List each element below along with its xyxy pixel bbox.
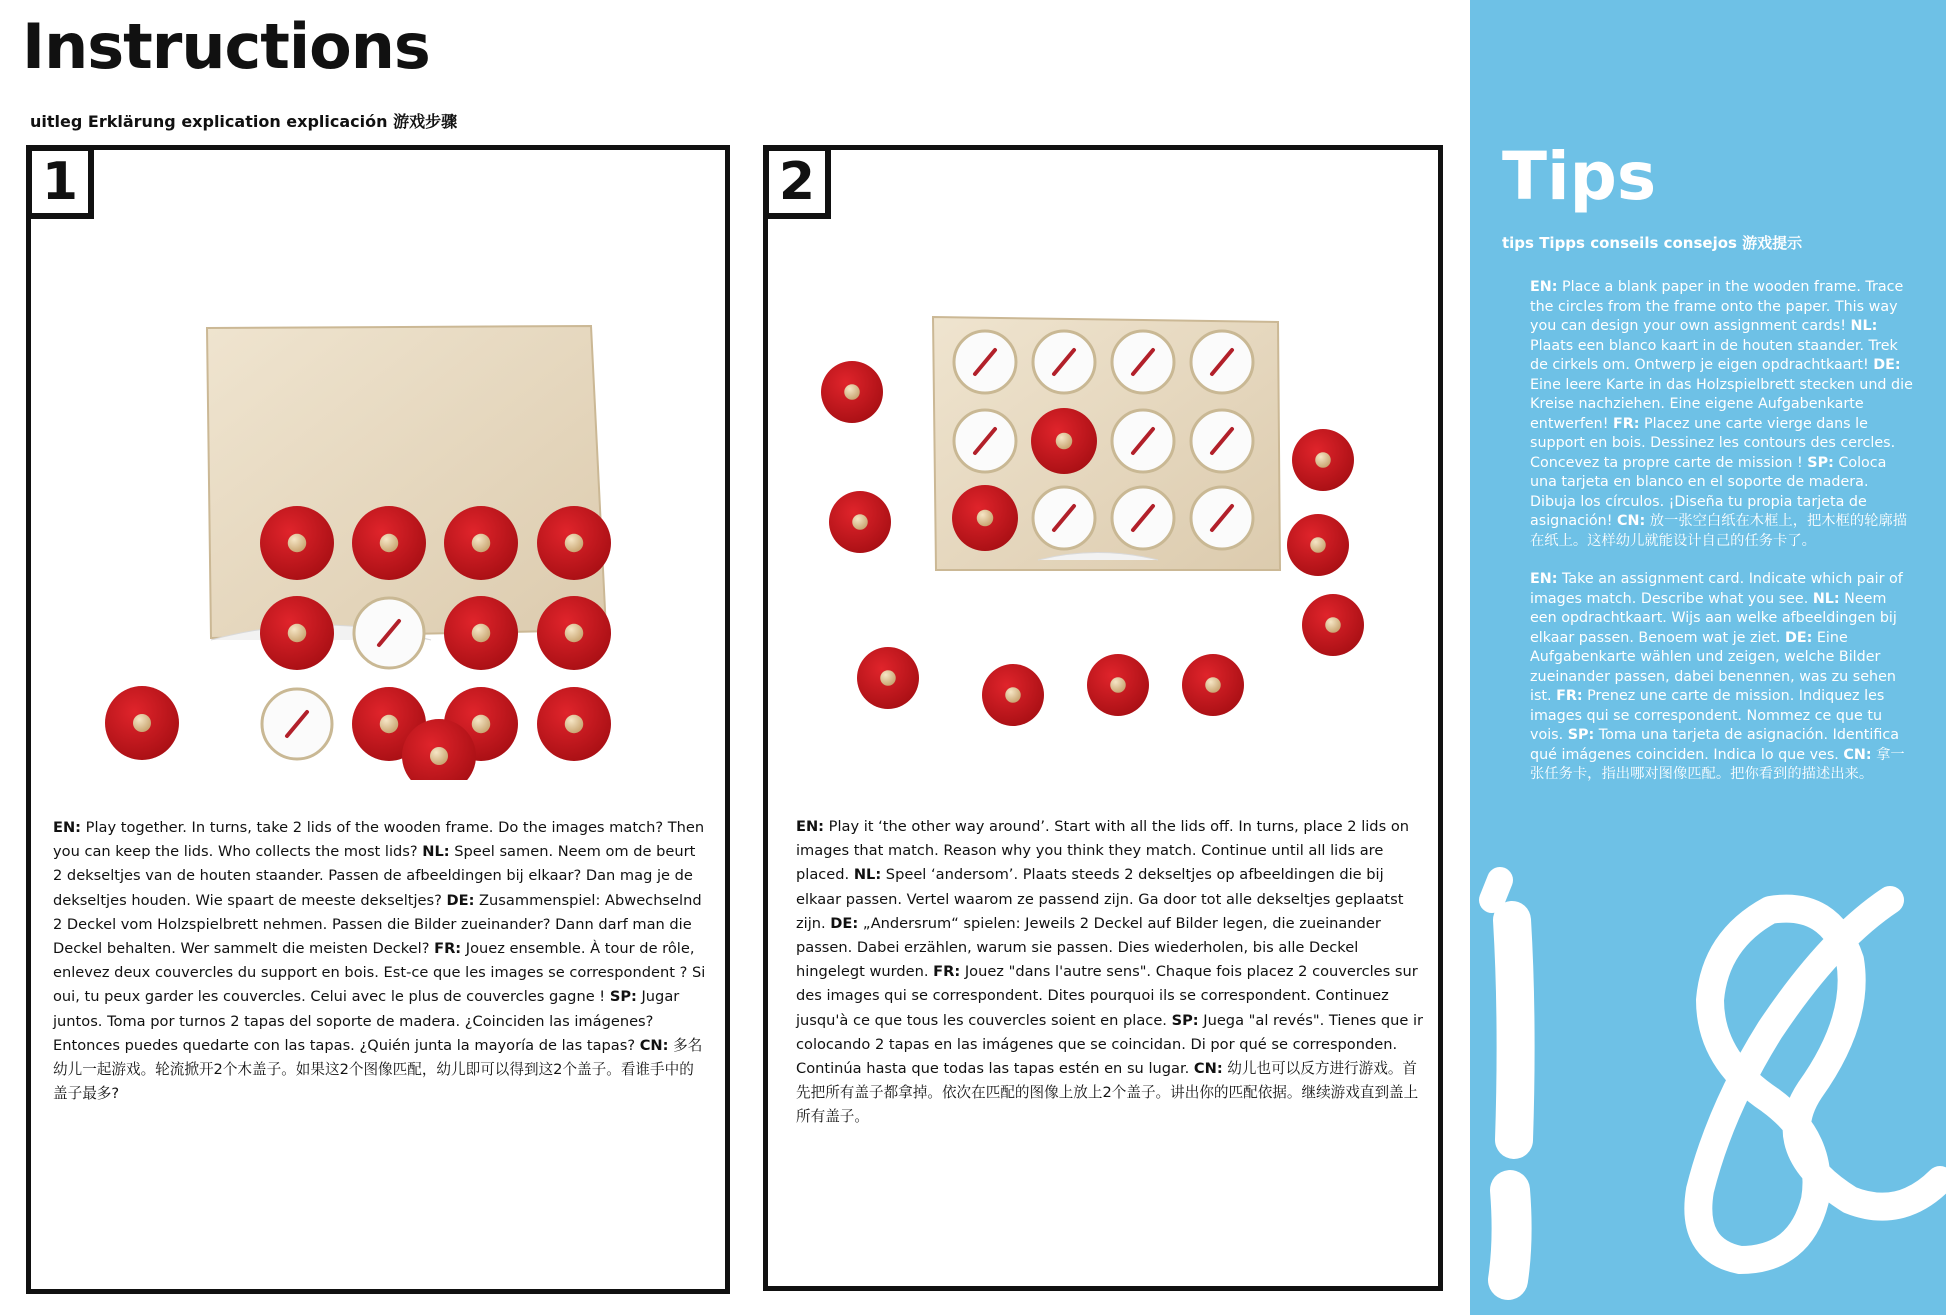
red-lid xyxy=(537,596,611,670)
image-hole xyxy=(1112,331,1174,393)
lang-label-cn: CN: xyxy=(1843,746,1872,763)
image-hole xyxy=(1033,487,1095,549)
lang-label-nl: NL: xyxy=(1812,590,1840,607)
page-title: Instructions xyxy=(22,10,430,83)
text-fr: Placez une carte vierge dans le support en bois. Dessinez les contours des cercles. Concevez ta propre carte de mission ! xyxy=(1530,415,1896,471)
lang-label-en: EN: xyxy=(1530,279,1558,295)
image-hole xyxy=(354,598,424,668)
lang-label-fr: FR: xyxy=(1556,688,1583,704)
text-sp: Coloca una tarjeta en blanco en el soporte de madera. Dibuja los círculos. ¡Diseña tu propia tarjeta de asignación! xyxy=(1530,454,1887,529)
lang-label-de: DE: xyxy=(446,891,475,909)
text-en: Take an assignment card. Indicate which pair of images match. Describe what you see. xyxy=(1530,571,1903,607)
red-lid xyxy=(857,647,919,709)
text-fr: Jouez "dans l'autre sens". Chaque fois placez 2 couvercles sur des images qui se correspondent. Dites pourquoi ils se correspondent. Continuez jusqu'à ce que tous les couvercles soient en place. xyxy=(796,963,1418,1029)
red-lid xyxy=(444,506,518,580)
text-en: Play it ‘the other way around’. Start with all the lids off. In turns, place 2 lids on images that match. Reason why you think they match. Continue until all lids are placed. xyxy=(796,818,1409,884)
text-en: Play together. In turns, take 2 lids of the wooden frame. Do the images match? Then you can keep the lids. Who collects the most lids? xyxy=(53,819,705,861)
lang-label-cn: CN: xyxy=(639,1036,669,1054)
lang-label-en: EN: xyxy=(53,819,82,836)
text-de: Zusammenspiel: Abwechselnd 2 Deckel vom Holzspielbrett nehmen. Passen die Bilder zueinander? Dann darf man die Deckel behalten. Wer sammelt die meisten Deckel? xyxy=(53,891,702,958)
image-hole xyxy=(954,331,1016,393)
text-sp: Toma una tarjeta de asignación. Identifica qué imágenes coinciden. Indica lo que ves. xyxy=(1530,727,1899,763)
image-hole xyxy=(1191,331,1253,393)
tips-paragraph-2 xyxy=(1530,570,1915,785)
red-lid xyxy=(444,596,518,670)
image-hole xyxy=(1033,331,1095,393)
text-cn: 多名幼儿一起游戏。轮流掀开2个木盖子。如果这2个图像匹配，幼儿即可以得到这2个盖子。看谁手中的盖子最多? xyxy=(53,1036,703,1103)
red-lid xyxy=(952,485,1018,551)
lang-label-de: DE: xyxy=(1873,357,1901,373)
text-de: Eine Aufgabenkarte wählen und zeigen, welche Bilder zueinander passen, dabei benennen, was zu sehen ist. xyxy=(1530,629,1896,704)
lang-label-nl: NL: xyxy=(1850,318,1878,334)
lang-label-cn: CN: xyxy=(1193,1060,1223,1078)
text-nl: Speel samen. Neem om de beurt 2 dekseltjes van de houten staander. Passen de afbeeldingen bij elkaar? Dan mag je de dekseltjes houden. Wie spaart de meeste dekseltjes? xyxy=(53,843,696,909)
card-2-description xyxy=(796,815,1426,1130)
text-nl: Neem een opdrachtkaart. Wijs aan welke afbeeldingen bij elkaar passen. Benoem wat je ziet. xyxy=(1530,590,1897,646)
lang-label-sp: SP: xyxy=(609,988,637,1006)
lang-label-de: DE: xyxy=(830,914,859,932)
red-lid xyxy=(352,506,426,580)
lang-label-fr: FR: xyxy=(1613,415,1640,432)
text-de: Eine leere Karte in das Holzspielbrett stecken und die Kreise nachziehen. Eine eigene Aufgabenkarte entwerfen! xyxy=(1530,376,1913,432)
lang-label-nl: NL: xyxy=(422,843,450,861)
lang-label-sp: SP: xyxy=(1567,727,1595,743)
text-fr: Jouez ensemble. À tour de rôle, enlevez deux couvercles du support en bois. Est-ce que les images se correspondent ? Si oui, tu peux garder les couvercles. Celui avec le plus de couvercles gagne ! xyxy=(53,940,706,1006)
step-number-badge: 2 xyxy=(763,145,831,219)
instruction-card-1 xyxy=(26,145,730,1294)
memory-board-photo-1 xyxy=(31,310,731,780)
red-lid xyxy=(829,491,891,553)
red-lid xyxy=(1182,654,1244,716)
tips-panel xyxy=(1470,0,1946,1315)
text-de: „Andersrum“ spielen: Jeweils 2 Deckel auf Bilder legen, die zueinander passen. Dabei erzählen, warum sie passen. Dies wiederholen, bis alle Deckel hingelegt wurden. xyxy=(796,914,1381,981)
red-lid xyxy=(537,687,611,761)
red-lid xyxy=(260,596,334,670)
card-2-paragraph xyxy=(796,815,1426,1130)
text-cn: 拿一张任务卡，指出哪对图像匹配。把你看到的描述出来。 xyxy=(1530,746,1905,782)
red-lid xyxy=(260,506,334,580)
brush-number-18-decoration xyxy=(1470,860,1946,1315)
tips-paragraph-1 xyxy=(1530,278,1915,551)
instruction-card-2 xyxy=(763,145,1443,1291)
card-1-paragraph xyxy=(53,816,708,1106)
card-1-description xyxy=(53,816,708,1106)
text-sp: Jugar juntos. Toma por turnos 2 tapas del soporte de madera. ¿Coinciden las imágenes? Entonces puedes quedarte con las tapas. ¿Quién junta la mayoría de las tapas? xyxy=(53,988,680,1054)
image-hole xyxy=(262,689,332,759)
text-cn: 放一张空白纸在木框上，把木框的轮廓描在纸上。这样幼儿就能设计自己的任务卡了。 xyxy=(1530,513,1908,549)
lang-label-nl: NL: xyxy=(853,866,882,884)
red-lid xyxy=(1087,654,1149,716)
text-nl: Plaats een blanco kaart in de houten staander. Trek de cirkels om. Ontwerp je eigen opdrachtkaart! xyxy=(1530,337,1898,373)
text-en: Place a blank paper in the wooden frame. Trace the circles from the frame onto the paper. This way you can design your own assignment cards! xyxy=(1530,279,1904,334)
lang-label-en: EN: xyxy=(796,818,825,835)
lang-label-fr: FR: xyxy=(434,940,462,958)
red-lid xyxy=(1031,408,1097,474)
text-cn: 幼儿也可以反方进行游戏。首先把所有盖子都拿掉。依次在匹配的图像上放上2个盖子。讲出你的匹配依据。继续游戏直到盖上所有盖子。 xyxy=(796,1060,1419,1126)
red-lid xyxy=(537,506,611,580)
text-fr: Prenez une carte de mission. Indiquez les images qui se correspondent. Nommez ce que tu vois. xyxy=(1530,688,1885,743)
text-sp: Juega "al revés". Tienes que ir colocando 2 tapas en las imágenes que se coincidan. Di por qué se corresponden. Continúa hasta que todas las tapas estén en su lugar. xyxy=(796,1011,1424,1078)
image-hole xyxy=(1191,410,1253,472)
image-hole xyxy=(954,410,1016,472)
lang-label-sp: SP: xyxy=(1171,1011,1199,1029)
memory-board-photo-2 xyxy=(768,310,1438,780)
red-lid xyxy=(1302,594,1364,656)
step-number-badge: 1 xyxy=(26,145,94,219)
tips-subtitle: tips Tipps conseils consejos 游戏提示 xyxy=(1502,234,1803,252)
red-lid xyxy=(821,361,883,423)
text-nl: Speel ‘andersom’. Plaats steeds 2 dekseltjes op afbeeldingen die bij elkaar passen. Vertel waarom ze passend zijn. Ga door tot alle dekseltjes geplaatst zijn. xyxy=(796,866,1404,932)
lang-label-de: DE: xyxy=(1784,629,1813,646)
page-subtitle: uitleg Erklärung explication explicación 游戏步骤 xyxy=(30,112,458,131)
lang-label-fr: FR: xyxy=(933,963,961,981)
image-hole xyxy=(1191,487,1253,549)
red-lid xyxy=(982,664,1044,726)
loose-lid xyxy=(105,686,179,760)
lang-label-sp: SP: xyxy=(1807,454,1834,471)
image-hole xyxy=(1112,487,1174,549)
image-hole xyxy=(1112,410,1174,472)
red-lid xyxy=(1292,429,1354,491)
tips-body xyxy=(1530,278,1915,804)
lang-label-cn: CN: xyxy=(1617,513,1646,529)
lang-label-en: EN: xyxy=(1530,571,1558,587)
tips-title: Tips xyxy=(1502,138,1657,215)
red-lid xyxy=(1287,514,1349,576)
